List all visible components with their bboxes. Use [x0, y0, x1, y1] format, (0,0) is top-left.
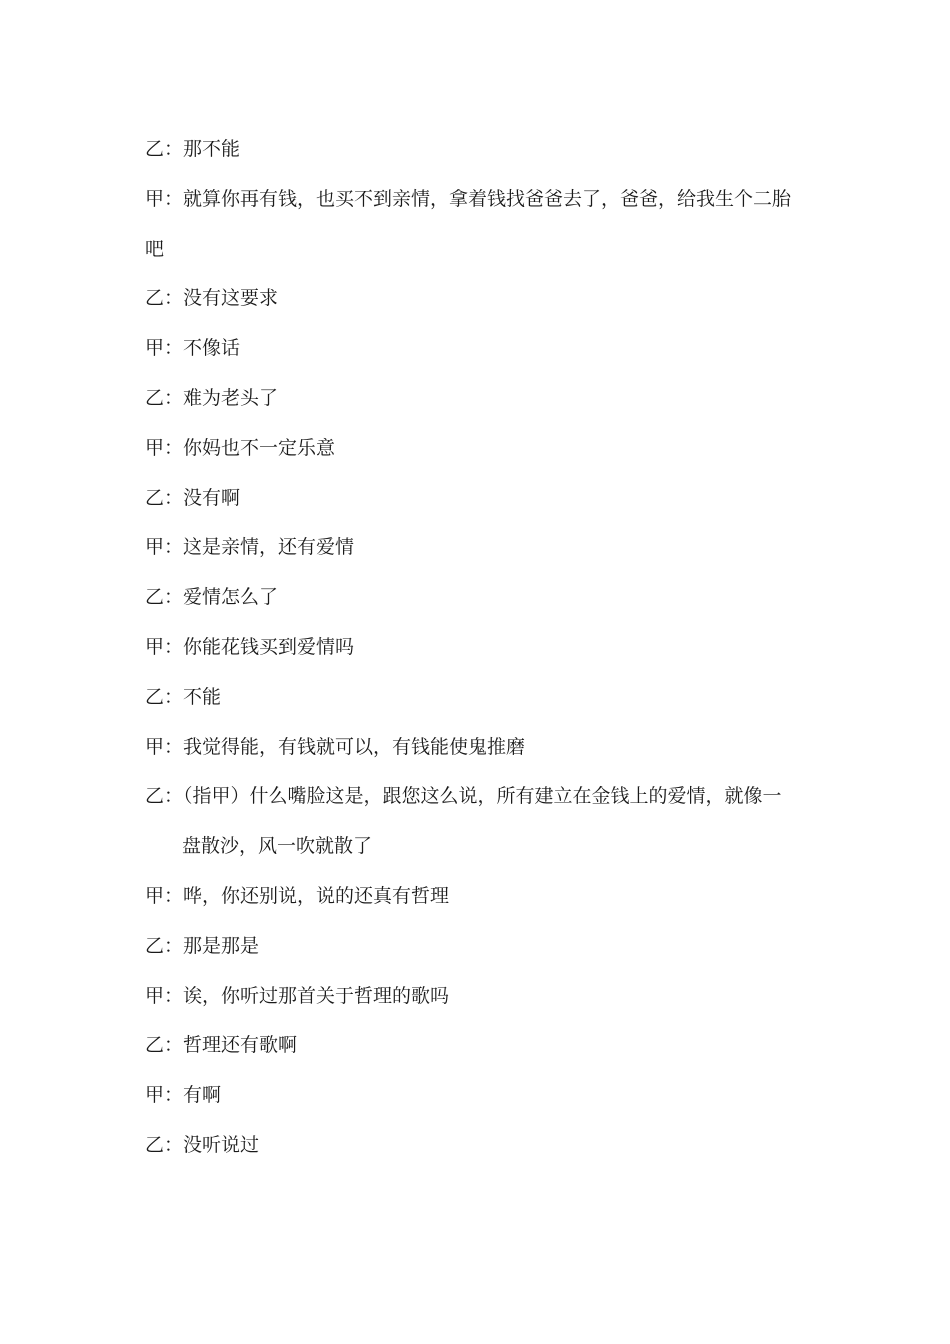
dialogue-line: 甲：你能花钱买到爱情吗: [145, 635, 355, 658]
dialogue-line: 乙：（指甲）什么嘴脸这是，跟您这么说，所有建立在金钱上的爱情，就像一: [145, 785, 782, 808]
dialogue-line: 乙：不能: [145, 685, 222, 708]
dialogue-line: 甲：这是亲情，还有爱情: [145, 536, 355, 559]
dialogue-text: [145, 125, 805, 1171]
dialogue-line: 甲：有啊: [145, 1084, 222, 1107]
dialogue-line: 甲：诶，你听过那首关于哲理的歌吗: [145, 984, 450, 1007]
dialogue-line: 甲：你妈也不一定乐意: [145, 436, 336, 459]
dialogue-line: 甲：哗，你还别说，说的还真有哲理: [145, 884, 450, 907]
dialogue-line: 乙：哲理还有歌啊: [145, 1034, 298, 1057]
dialogue-line: 乙：那不能: [145, 138, 241, 160]
dialogue-line: 乙：没听说过: [145, 1133, 260, 1156]
dialogue-line: 甲：我觉得能，有钱就可以，有钱能使鬼推磨: [145, 735, 526, 758]
dialogue-line: 吧: [145, 237, 165, 260]
dialogue-line: 乙：没有这要求: [145, 287, 279, 310]
dialogue-line: 乙：难为老头了: [145, 386, 279, 409]
dialogue-line: 甲：就算你再有钱，也买不到亲情，拿着钱找爸爸去了，爸爸，给我生个二胎: [145, 187, 792, 210]
dialogue-line: 乙：那是那是: [145, 934, 260, 957]
dialogue-line: 甲：不像话: [145, 337, 241, 360]
dialogue-line: 乙：没有啊: [145, 486, 241, 509]
dialogue-line: 乙：爱情怎么了: [145, 586, 279, 609]
dialogue-line-continuation: 盘散沙，风一吹就散了: [182, 835, 373, 858]
